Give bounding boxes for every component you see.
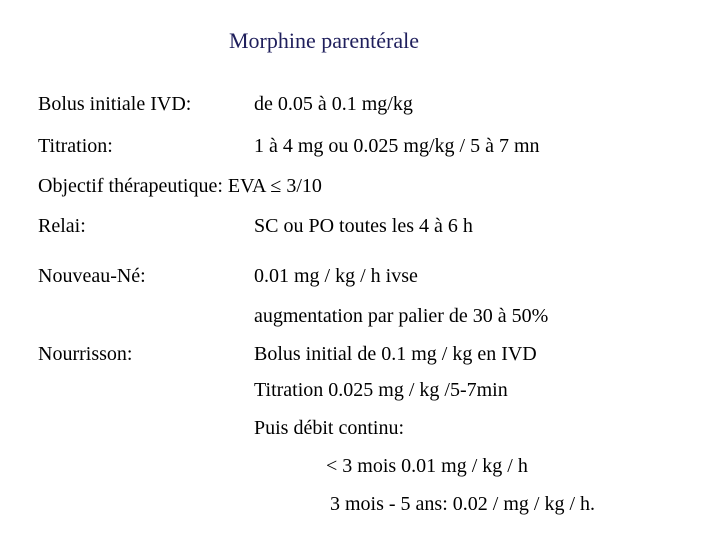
nouveau-ne-value-1: 0.01 mg / kg / h ivse	[254, 265, 418, 287]
relai-value: SC ou PO toutes les 4 à 6 h	[254, 215, 473, 237]
nourrisson-value-2: Titration 0.025 mg / kg /5-7min	[254, 379, 508, 401]
titration-value: 1 à 4 mg ou 0.025 mg/kg / 5 à 7 mn	[254, 135, 540, 157]
nouveau-ne-label: Nouveau-Né:	[38, 265, 146, 287]
nourrisson-sub-1: < 3 mois 0.01 mg / kg / h	[326, 455, 528, 477]
bolus-label: Bolus initiale IVD:	[38, 93, 192, 115]
relai-label: Relai:	[38, 215, 86, 237]
nourrisson-sub-2: 3 mois - 5 ans: 0.02 / mg / kg / h.	[330, 493, 595, 515]
titration-label: Titration:	[38, 135, 113, 157]
nourrisson-value-3: Puis débit continu:	[254, 417, 404, 439]
nouveau-ne-value-2: augmentation par palier de 30 à 50%	[254, 305, 549, 327]
objectif-line: Objectif thérapeutique: EVA ≤ 3/10	[38, 175, 322, 197]
nourrisson-value-1: Bolus initial de 0.1 mg / kg en IVD	[254, 343, 537, 365]
slide-title: Morphine parentérale	[229, 28, 419, 53]
bolus-value: de 0.05 à 0.1 mg/kg	[254, 93, 413, 115]
nourrisson-label: Nourrisson:	[38, 343, 133, 365]
